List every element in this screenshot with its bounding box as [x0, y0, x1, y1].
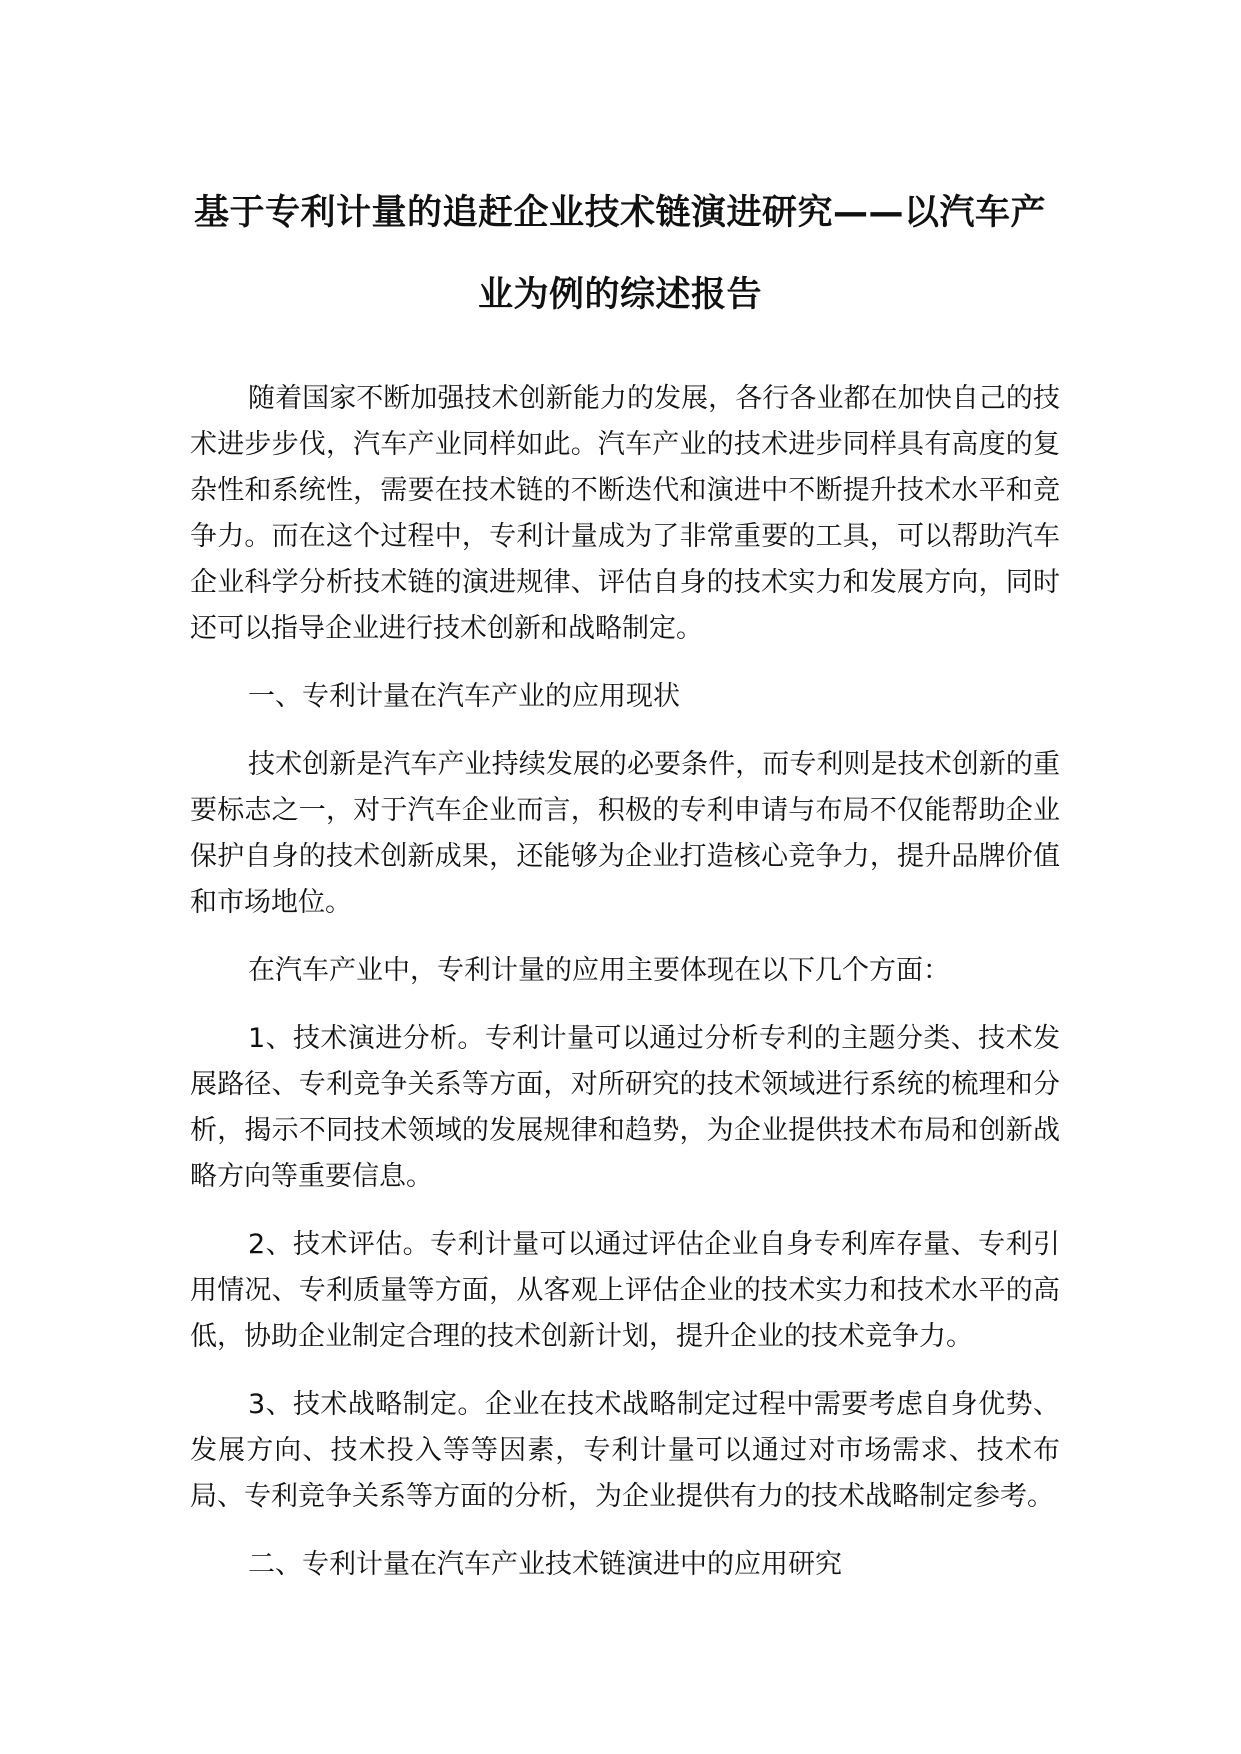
list-item-1: 1、技术演进分析。专利计量可以通过分析专利的主题分类、技术发展路径、专利竞争关系等方面，对所研究的技术领域进行系统的梳理和分析，揭示不同技术领域的发展规律和趋势，为企业提供技术布局和创新战略方向等重要信息。	[190, 1023, 1060, 1192]
section-heading-1: 一、专利计量在汽车产业的应用现状	[248, 681, 680, 712]
paragraph-applications-intro: 在汽车产业中，专利计量的应用主要体现在以下几个方面：	[248, 955, 950, 986]
section-heading-2: 二、专利计量在汽车产业技术链演进中的应用研究	[248, 1549, 842, 1580]
paragraph-innovation: 技术创新是汽车产业持续发展的必要条件，而专利则是技术创新的重要标志之一，对于汽车企业而言，积极的专利申请与布局不仅能帮助企业保护自身的技术创新成果，还能够为企业打造核心竞争力，提升品牌价值和市场地位。	[190, 749, 1060, 918]
list-item-2: 2、技术评估。专利计量可以通过评估企业自身专利库存量、专利引用情况、专利质量等方面，从客观上评估企业的技术实力和技术水平的高低，协助企业制定合理的技术创新计划，提升企业的技术竞争力。	[190, 1229, 1060, 1352]
list-item-3: 3、技术战略制定。企业在技术战略制定过程中需要考虑自身优势、发展方向、技术投入等等因素，专利计量可以通过对市场需求、技术布局、专利竞争关系等方面的分析，为企业提供有力的技术战略制定参考。	[190, 1389, 1060, 1512]
document-title: 基于专利计量的追赶企业技术链演进研究——以汽车产业为例的综述报告	[193, 193, 1046, 315]
document-body	[190, 376, 1060, 1610]
paragraph-intro: 随着国家不断加强技术创新能力的发展，各行各业都在加快自己的技术进步步伐，汽车产业同样如此。汽车产业的技术进步同样具有高度的复杂性和系统性，需要在技术链的不断迭代和演进中不断提升技术水平和竞争力。而在这个过程中，专利计量成为了非常重要的工具，可以帮助汽车企业科学分析技术链的演进规律、评估自身的技术实力和发展方向，同时还可以指导企业进行技术创新和战略制定。	[190, 383, 1060, 644]
